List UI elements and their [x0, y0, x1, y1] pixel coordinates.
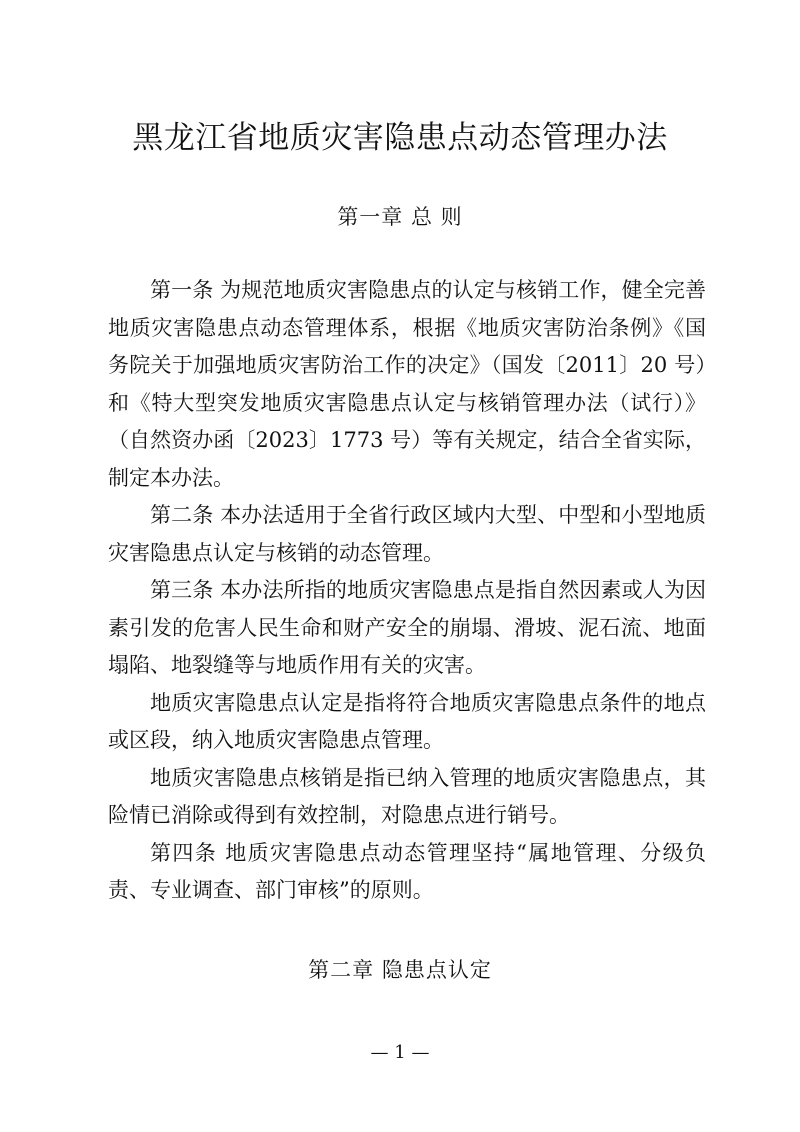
- paragraph-article-2: 第二条 本办法适用于全省行政区域内大型、中型和小型地质灾害隐患点认定与核销的动态管理。: [108, 503, 706, 565]
- chapter-heading-1: 第一章 总 则: [337, 205, 463, 229]
- paragraph-cancellation-definition: 地质灾害隐患点核销是指已纳入管理的地质灾害隐患点，其险情已消除或得到有效控制，对隐患点进行销号。: [108, 765, 706, 827]
- paragraph-article-1: 第一条 为规范地质灾害隐患点的认定与核销工作，健全完善地质灾害隐患点动态管理体系，根据《地质灾害防治条例》《国务院关于加强地质灾害防治工作的决定》（国发〔2011〕20 号）和《特大型突发地质灾害隐患点认定与核销管理办法（试行）》（自然资办函〔2023〕1773 号）等有关规定，结合全省实际，制定本办法。: [108, 278, 706, 490]
- paragraph-identification-definition: 地质灾害隐患点认定是指将符合地质灾害隐患点条件的地点或区段，纳入地质灾害隐患点管理。: [108, 690, 706, 752]
- page-number: — 1 —: [370, 1042, 430, 1063]
- paragraph-article-3: 第三条 本办法所指的地质灾害隐患点是指自然因素或人为因素引发的危害人民生命和财产安全的崩塌、滑坡、泥石流、地面塌陷、地裂缝等与地质作用有关的灾害。: [108, 578, 706, 677]
- chapter-heading-2: 第二章 隐患点认定: [308, 958, 492, 982]
- document-title: 黑龙江省地质灾害隐患点动态管理办法: [132, 120, 668, 156]
- document-body: [108, 272, 706, 910]
- paragraph-article-4: 第四条 地质灾害隐患点动态管理坚持“属地管理、分级负责、专业调查、部门审核”的原则。: [108, 840, 706, 902]
